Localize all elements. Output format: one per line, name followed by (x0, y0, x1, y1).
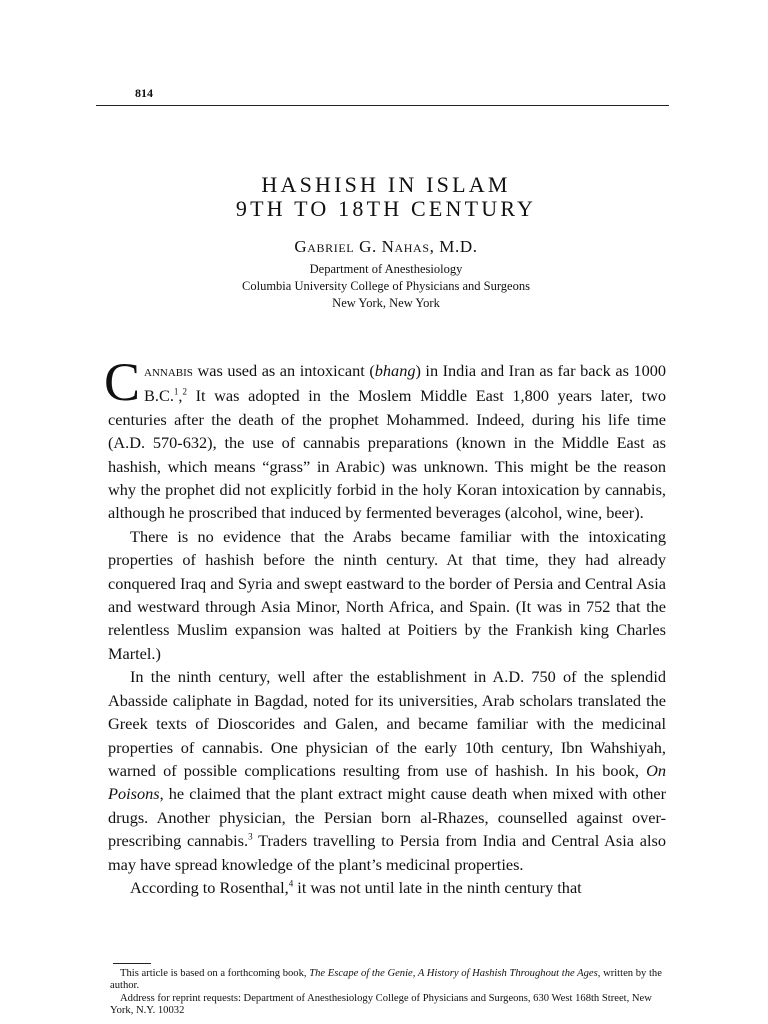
article-title-line-2: 9TH TO 18TH CENTURY (235, 196, 537, 221)
paragraph-1-text: It was adopted in the Moslem Middle East 1,800 years later, two centuries after the death of the prophet Mohammed. Indeed, during his life time (A.D. 570-632), the use of cannabis preparations (known in the Middle East as hashish, which means “grass” in Arabic) was unknown. This might be the reason why the prophet did not explicitly forbid in the holy Koran intoxication by cannabis, although he proscribed that induced by fermented beverages (alcohol, wine, beer). (108, 386, 666, 523)
book-title: On Poisons (108, 760, 666, 804)
affiliation-college: Columbia University College of Physicians and Surgeons (242, 279, 530, 293)
paragraph-3 (108, 665, 666, 876)
paragraph-1-text: was used as an intoxicant ( (192, 361, 375, 380)
paragraph-3-text: Traders travelling to Persia from India and Central Asia also may have spread knowledge of the plant’s medicinal properties. (108, 831, 666, 874)
reference-marker: 2 (182, 386, 187, 397)
reference-marker: 1 (173, 386, 179, 397)
author-name: Gabriel G. Nahas, M.D. (294, 237, 478, 256)
footnote-source (110, 968, 670, 993)
reference-marker: 3 (248, 831, 253, 842)
article-title-line-1: HASHISH IN ISLAM (261, 172, 511, 197)
footnote-reprint-address: Address for reprint requests: Department of Anesthesiology College of Physicians and Surgeons, 630 West 168th Street, New York, N.Y. 10032 (110, 992, 652, 1017)
footnote-text: , written by the author. (110, 968, 662, 992)
paragraph-3-text: In the ninth century, well after the establishment in A.D. 750 of the splendid Abasside caliphate in Bagdad, noted for its universities, Arab scholars translated the Greek texts of Dioscorides and Galen, and became familiar with the medicinal properties of cannabis. One physician of the early 10th century, Ibn Wahshiyah, warned of possible complications resulting from use of hashish. In his book, (108, 667, 666, 780)
reference-marker: 4 (288, 878, 294, 889)
paragraph-1 (104, 352, 667, 525)
footnote-rule (113, 963, 151, 964)
footnotes (110, 968, 670, 1018)
italic-term: bhang (374, 361, 416, 380)
paragraph-1-text: ) in India and Iran as far back as 1000 B.C. (144, 361, 667, 406)
paragraph-3-text: , he claimed that the plant extract might cause death when mixed with other drugs. Another physician, the Persian born al-Rhazes, counselled against over-prescribing cannabis. (108, 784, 666, 851)
book-title: The Escape of the Genie, A History of Hashish Throughout the Ages (309, 968, 598, 979)
affiliation-department: Department of Anesthesiology (309, 262, 463, 276)
paragraph-4-text: it was not until late in the ninth century that (293, 877, 582, 897)
paragraph-1-text: , (178, 386, 183, 406)
affiliation-city: New York, New York (332, 296, 440, 310)
paragraph-2: There is no evidence that the Arabs became familiar with the intoxicating properties of hashish before the ninth century. At that time, they had already conquered Iraq and Syria and swept eastward to the border of Persia and Central Asia and westward through Asia Minor, North Africa, and Spain. (It was in 752 that the relentless Muslim expansion was halted at Poitiers by the Frankish king Charles Martel.) (108, 526, 666, 663)
header-rule (96, 105, 669, 106)
affiliation (96, 261, 676, 312)
article-body (104, 352, 667, 899)
page-number: 814 (135, 86, 153, 100)
footnote-text: This article is based on a forthcoming book, (120, 968, 310, 979)
lead-word: annabis (144, 364, 193, 380)
paragraph-4-text: According to Rosenthal, (130, 877, 289, 897)
drop-cap: C (104, 352, 141, 412)
title-block (96, 173, 676, 312)
paragraph-4 (108, 876, 666, 899)
